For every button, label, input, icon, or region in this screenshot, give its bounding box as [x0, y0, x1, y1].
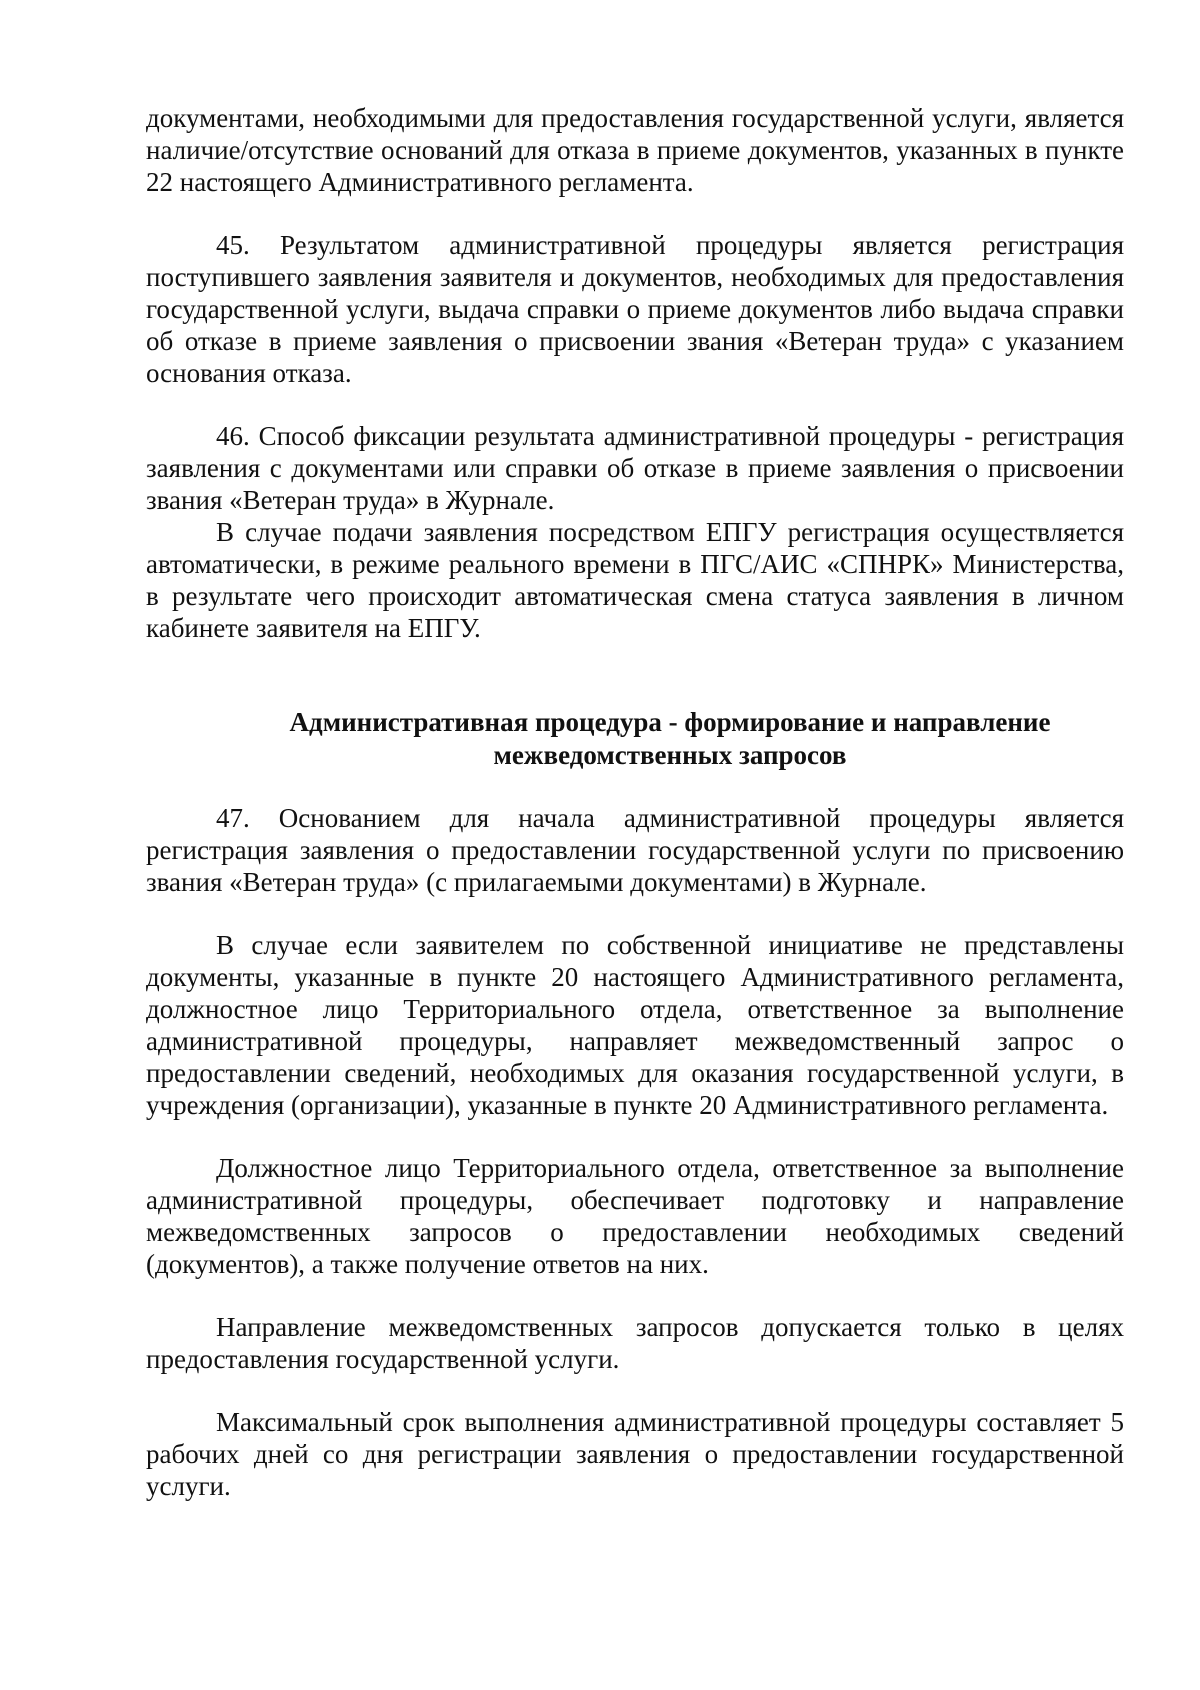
- paragraph-47: 47. Основанием для начала административной процедуры является регистрация заявления о предоставлении государственной услуги по присвоению звания «Ветеран труда» (с прилагаемыми документами) в Журнале.: [146, 803, 1124, 897]
- paragraph-47-deadline: Максимальный срок выполнения административной процедуры составляет 5 рабочих дней со дня регистрации заявления о предоставлении государственной услуги.: [146, 1407, 1124, 1501]
- paragraph-47-purpose: Направление межведомственных запросов допускается только в целях предоставления государственной услуги.: [146, 1312, 1124, 1374]
- paragraph-47-request: В случае если заявителем по собственной инициативе не представлены документы, указанные в пункте 20 настоящего Административного регламента, должностное лицо Территориального отдела, ответственное за выполнение административной процедуры, направляет межведомственный запрос о предоставлении сведений, необходимых для оказания государственной услуги, в учреждения (организации), указанные в пункте 20 Административного регламента.: [146, 930, 1124, 1120]
- paragraph-45: 45. Результатом административной процедуры является регистрация поступившего заявления заявителя и документов, необходимых для предоставления государственной услуги, выдача справки о приеме документов либо выдача справки об отказе в приеме заявления о присвоении звания «Ветеран труда» с указанием основания отказа.: [146, 230, 1124, 388]
- section-heading: [146, 706, 1124, 772]
- paragraph-46: 46. Способ фиксации результата административной процедуры - регистрация заявления с документами или справки об отказе в приеме заявления о присвоении звания «Ветеран труда» в Журнале.: [146, 421, 1124, 515]
- section-heading-line-1: Административная процедура - формирование и направление: [289, 707, 1051, 737]
- section-heading-line-2: межведомственных запросов: [493, 740, 847, 770]
- document-page: [146, 102, 1124, 1502]
- paragraph-46-epgu: В случае подачи заявления посредством ЕПГУ регистрация осуществляется автоматически, в режиме реального времени в ПГС/АИС «СПНРК» Министерства, в результате чего происходит автоматическая смена статуса заявления в личном кабинете заявителя на ЕПГУ.: [146, 517, 1124, 643]
- paragraph-47-responsible: Должностное лицо Территориального отдела, ответственное за выполнение административной процедуры, обеспечивает подготовку и направление межведомственных запросов о предоставлении необходимых сведений (документов), а также получение ответов на них.: [146, 1153, 1124, 1279]
- paragraph-intro: документами, необходимыми для предоставления государственной услуги, является наличие/отсутствие оснований для отказа в приеме документов, указанных в пункте 22 настоящего Административного регламента.: [146, 103, 1124, 197]
